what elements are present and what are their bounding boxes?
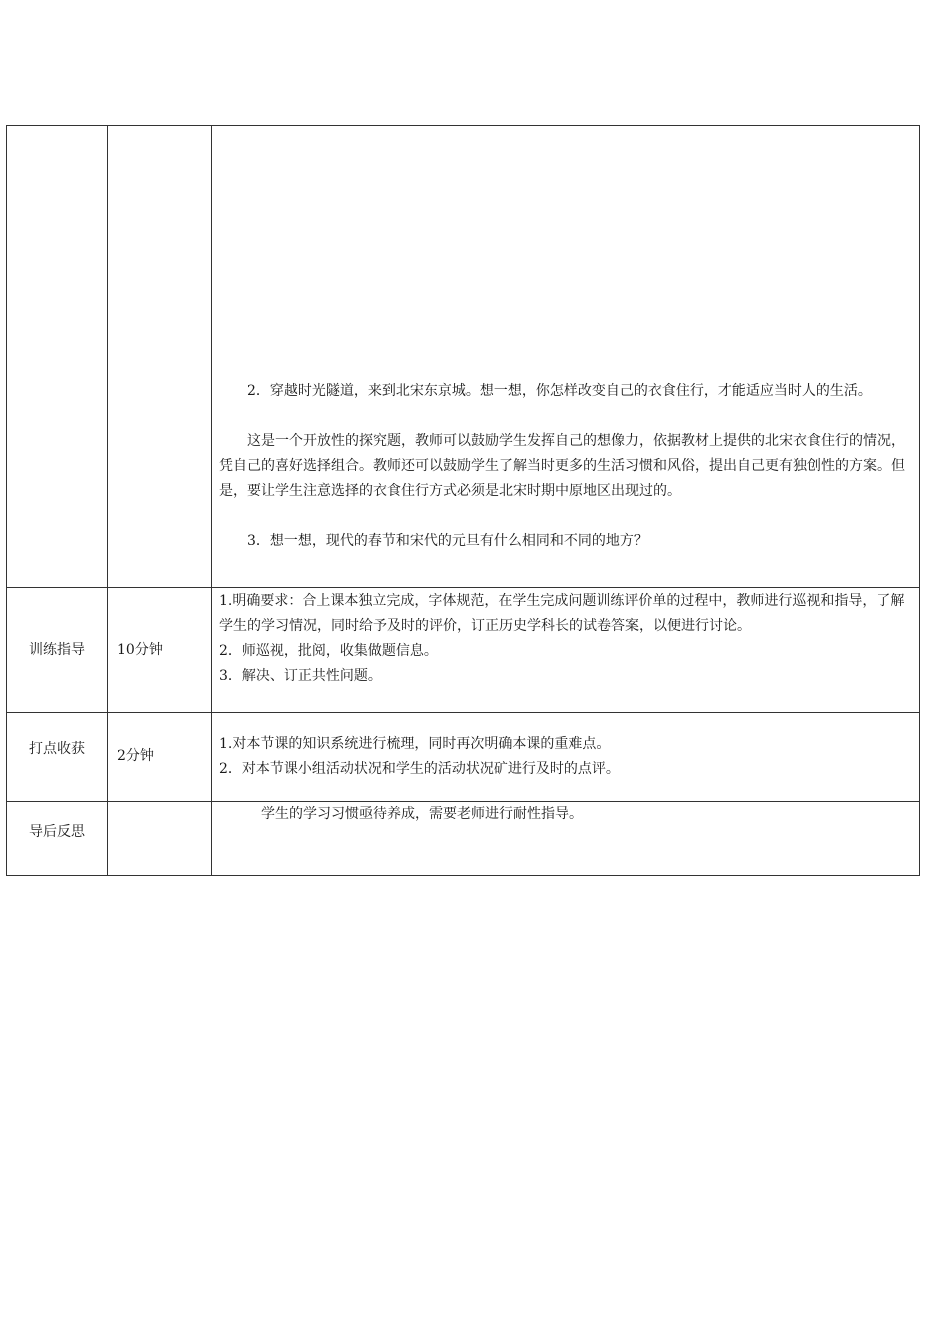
row-divider (7, 587, 919, 588)
column-divider (107, 126, 108, 875)
column-divider (211, 126, 212, 875)
answer-paragraph: 这是一个开放性的探究题，教师可以鼓励学生发挥自己的想像力，依据教材上提供的北宋衣食住行的情况，凭自己的喜好选择组合。教师还可以鼓励学生了解当时更多的生活习惯和风俗，提出自己更有独创性的方案。但是，要让学生注意选择的衣食住行方式必须是北宋时期中原地区出现过的。 (219, 433, 905, 499)
summary-content (219, 732, 909, 782)
time-training: 10分钟 (117, 642, 163, 658)
question-3: 3．想一想，现代的春节和宋代的元旦有什么相同和不同的地方？ (247, 533, 648, 549)
summary-line-1: 1.对本节课的知识系统进行梳理，同时再次明确本课的重难点。 (219, 736, 611, 752)
row-label-training: 训练指导 (29, 641, 85, 658)
row1-content (219, 379, 909, 554)
training-line-1: 1.明确要求：合上课本独立完成，字体规范，在学生完成问题训练评价单的过程中，教师进行巡视和指导，了解学生的学习情况，同时给予及时的评价，订正历史学科长的试卷答案，以便进行讨论。 (219, 593, 905, 634)
time-summary: 2分钟 (117, 748, 154, 764)
reflection-text: 学生的学习习惯亟待养成，需要老师进行耐性指导。 (261, 806, 583, 822)
training-content (219, 589, 909, 689)
summary-line-2: 2．对本节课小组活动状况和学生的活动状况矿进行及时的点评。 (219, 761, 620, 777)
row-label-reflection: 导后反思 (29, 823, 85, 840)
training-line-3: 3．解决、订正共性问题。 (219, 668, 382, 684)
question-2: 2．穿越时光隧道，来到北宋东京城。想一想，你怎样改变自己的衣食住行，才能适应当时人的生活。 (247, 383, 872, 399)
row-divider (7, 712, 919, 713)
row-label-summary: 打点收获 (29, 740, 85, 757)
lesson-plan-table (6, 125, 920, 876)
reflection-content (219, 802, 909, 827)
training-line-2: 2．师巡视，批阅，收集做题信息。 (219, 643, 438, 659)
